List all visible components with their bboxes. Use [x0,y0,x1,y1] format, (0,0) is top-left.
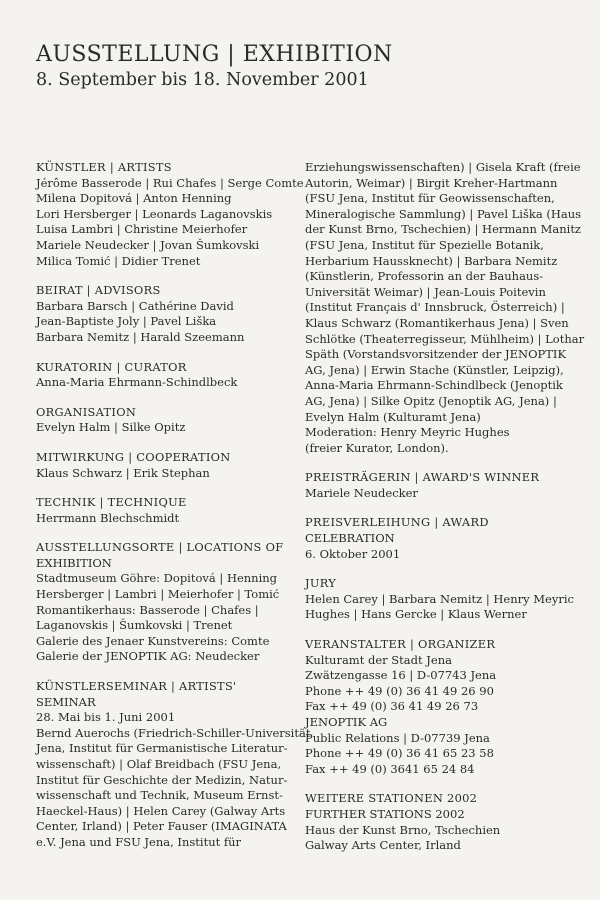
section-line: Galerie des Jenaer Kunstvereins: Comte [36,633,270,648]
section-line: Autorin, Weimar) | Birgit Kreher-Hartmann [305,175,558,190]
section-line: Bernd Auerochs (Friedrich-Schiller-Universität [36,725,311,740]
section-line: Helen Carey | Barbara Nemitz | Henry Meyric [305,591,574,606]
section-line: Jérôme Basserode | Rui Chafes | Serge Comte [36,175,304,190]
section-preisträgerin [305,470,570,501]
section-line: Milena Dopitová | Anton Henning [36,191,232,206]
left-column [36,160,311,865]
section-line: (Künstlerin, Professorin an der Bauhaus- [305,269,544,284]
section-line: Luisa Lambri | Christine Meierhofer [36,222,248,237]
section-continued [305,160,585,456]
section-line: der Kunst Brno, Tschechien) | Hermann Manitz [305,222,581,237]
section-veranstalter [305,637,570,777]
section-heading: KÜNSTLER | ARTISTS [36,160,172,174]
section-mitwirkung [36,450,291,481]
section-line: Fax ++ 49 (0) 3641 65 24 84 [305,761,475,776]
section-line: Barbara Nemitz | Harald Szeemann [36,329,245,344]
section-line: Klaus Schwarz (Romantikerhaus Jena) | Sven [305,315,569,330]
section-line: CELEBRATION [305,531,395,546]
section-heading: PREISTRÄGERIN | AWARD'S WINNER [305,470,540,485]
section-line: AG, Jena) | Erwin Stache (Künstler, Leipzig), [305,362,564,377]
section-line: Haus der Kunst Brno, Tschechien [305,822,501,837]
section-line: (Institut Français d' Innsbruck, Österreich) | [305,300,565,315]
section-line: Phone ++ 49 (0) 36 41 65 23 58 [305,746,494,761]
section-line: EXHIBITION [36,555,112,570]
section-ausstellungsorte [36,540,291,665]
section-heading: PREISVERLEIHUNG | AWARD [305,515,489,530]
section-heading: TECHNIK | TECHNIQUE [36,495,187,510]
section-heading: KURATORIN | CURATOR [36,359,187,374]
section-heading: MITWIRKUNG | COOPERATION [36,449,231,464]
section-line: Jean-Baptiste Joly | Pavel Liška [36,314,217,329]
section-line: Lori Hersberger | Leonards Laganovskis [36,206,273,221]
section-line: (FSU Jena, Institut für Spezielle Botanik, [305,237,544,252]
section-line: Anna-Maria Ehrmann-Schindlbeck (Jenoptik [305,378,563,393]
section-weitere-stationen-2002 [305,791,570,853]
section-line: Romantikerhaus: Basserode | Chafes | [36,602,259,617]
section-line: Jena, Institut für Germanistische Literatur- [36,741,288,756]
section-line: Kulturamt der Stadt Jena [305,652,452,667]
section-line: Universität Weimar) | Jean-Louis Poitevin [305,284,546,299]
section-heading: VERANSTALTER | ORGANIZER [305,637,496,652]
section-line: Stadtmuseum Göhre: Dopitová | Henning [36,571,278,586]
section-line: SEMINAR [36,694,96,709]
section-kuratorin [36,360,291,391]
section-line: Evelyn Halm | Silke Opitz [36,420,186,435]
section-line: wissenschaft und Technik, Museum Ernst- [36,788,283,803]
section-line: Mineralogische Sammlung) | Pavel Liška (Haus [305,206,582,221]
section-line: Institut für Geschichte der Medizin, Natur- [36,772,288,787]
section-organisation [36,405,291,436]
section-line: Anna-Maria Ehrmann-Schindlbeck [36,375,238,390]
section-line: FURTHER STATIONS 2002 [305,806,465,821]
section-line: (freier Kurator, London). [305,440,449,455]
section-line: Center, Irland) | Peter Fauser (IMAGINATA [36,819,287,834]
section-heading: JURY [305,576,337,591]
page-title: AUSSTELLUNG | EXHIBITION [36,42,393,67]
section-line: Public Relations | D-07739 Jena [305,730,490,745]
section-preisverleihung [305,515,570,562]
section-line: Galerie der JENOPTIK AG: Neudecker [36,649,260,664]
section-heading: BEIRAT | ADVISORS [36,283,161,298]
section-line: Moderation: Henry Meyric Hughes [305,425,510,440]
section-line: wissenschaft) | Olaf Breidbach (FSU Jena, [36,757,282,771]
section-line: Milica Tomić | Didier Trenet [36,253,201,268]
section-jury [305,576,574,623]
section-heading: ORGANISATION [36,404,137,419]
section-line: Evelyn Halm (Kulturamt Jena) [305,409,481,424]
section-künstlerseminar [36,679,311,851]
section-line: AG, Jena) | Silke Opitz (Jenoptik AG, Jena) | [305,393,557,408]
section-line: Erziehungswissenschaften) | Gisela Kraft (freie [305,160,581,174]
section-beirat [36,283,291,345]
section-line: Hersberger | Lambri | Meierhofer | Tomić [36,587,280,602]
section-line: Phone ++ 49 (0) 36 41 49 26 90 [305,683,494,698]
section-line: e.V. Jena und FSU Jena, Institut für [36,834,242,849]
section-line: Zwätzengasse 16 | D-07743 Jena [305,668,497,683]
section-technik [36,495,291,526]
section-line: Mariele Neudecker [305,485,418,500]
section-line: Barbara Barsch | Cathérine David [36,298,234,313]
section-heading: KÜNSTLERSEMINAR | ARTISTS' [36,679,237,694]
section-line: Laganovskis | Šumkovski | Trenet [36,618,233,633]
section-line: JENOPTIK AG [305,715,388,729]
section-heading: WEITERE STATIONEN 2002 [305,791,478,806]
section-line: Herrmann Blechschmidt [36,510,180,525]
page-subtitle: 8. September bis 18. November 2001 [36,70,369,90]
section-line: 28. Mai bis 1. Juni 2001 [36,710,176,725]
section-line: Klaus Schwarz | Erik Stephan [36,465,210,480]
section-line: Haeckel-Haus) | Helen Carey (Galway Arts [36,803,286,818]
section-künstler [36,160,304,269]
section-heading: AUSSTELLUNGSORTE | LOCATIONS OF [36,540,284,555]
section-line: Fax ++ 49 (0) 36 41 49 26 73 [305,699,479,714]
section-line: (FSU Jena, Institut für Geowissenschaften, [305,191,555,206]
section-line: Hughes | Hans Gercke | Klaus Werner [305,607,527,622]
section-line: Schlötke (Theaterregisseur, Mühlheim) | Lothar [305,331,585,346]
section-line: Herbarium Haussknecht) | Barbara Nemitz [305,253,558,268]
right-column [305,160,585,868]
section-line: Mariele Neudecker | Jovan Šumkovski [36,237,260,252]
section-line: 6. Oktober 2001 [305,546,401,561]
section-line: Galway Arts Center, Irland [305,838,461,853]
section-line: Späth (Vorstandsvorsitzender der JENOPTIK [305,347,567,362]
